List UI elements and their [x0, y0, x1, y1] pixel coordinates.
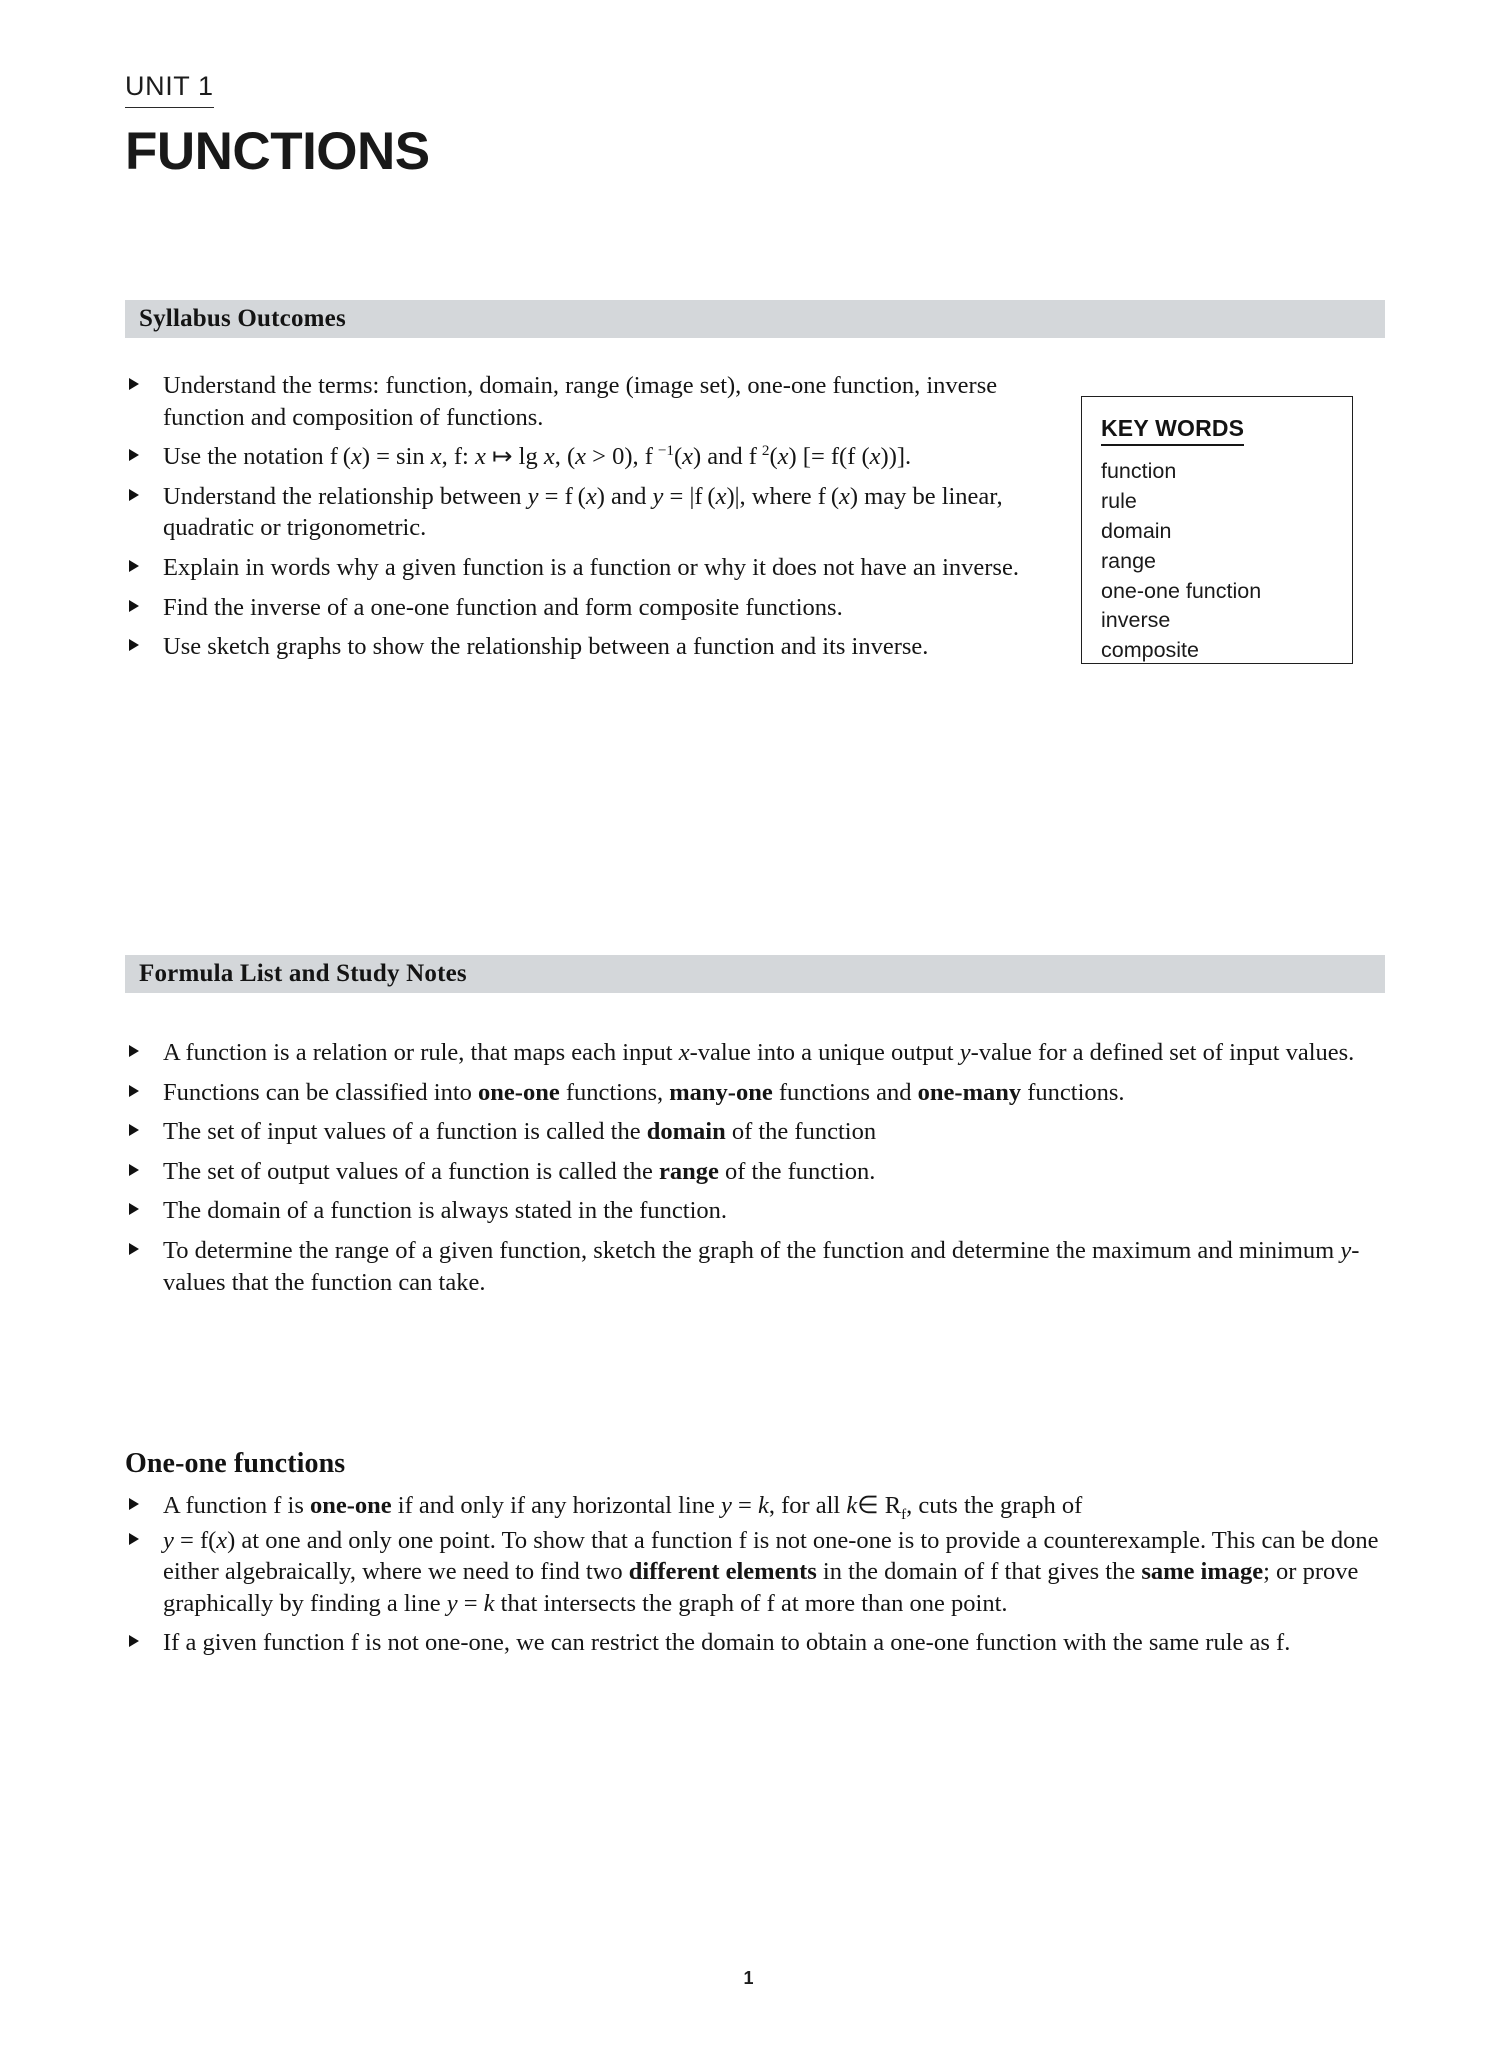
list-item [125, 1077, 1390, 1109]
key-word-item: domain [1101, 518, 1172, 543]
formula-bullet-3-text: The set of input values of a function is called the domain of the function [163, 1118, 877, 1146]
triangle-bullet-icon [125, 1156, 163, 1181]
triangle-bullet-icon [125, 1195, 163, 1220]
list-item [125, 1235, 1390, 1298]
list-item [125, 552, 1075, 584]
key-word-item: one-one function [1101, 578, 1262, 603]
page-number: 1 [743, 1968, 754, 1988]
formula-notes-list [125, 1037, 1390, 1306]
one-one-bullet-1-text: A function f is one-one if and only if any horizontal line y = k, for all k∈ $R_f$, cuts the graph of [163, 1492, 1083, 1523]
list-item [125, 441, 1075, 473]
formula-bullet-5-text: The domain of a function is always stated in the function. [163, 1197, 728, 1225]
list-item [125, 1490, 1390, 1522]
key-word-item: range [1101, 548, 1156, 573]
list-item [125, 370, 1075, 433]
syllabus-outcomes-list [125, 370, 1075, 671]
syllabus-bullet-4-text: Explain in words why a given function is a function or why it does not have an inverse. [163, 553, 1019, 581]
section-bar-formula-list [125, 955, 1385, 993]
syllabus-bullet-5-text: Find the inverse of a one-one function and form composite functions. [163, 593, 843, 621]
key-word-item: inverse [1101, 608, 1171, 633]
key-words-title: KEY WORDS [1101, 415, 1244, 446]
unit-label: UNIT 1 [125, 72, 214, 108]
key-word-item: function [1101, 459, 1177, 483]
triangle-bullet-icon [125, 481, 163, 506]
list-item [125, 631, 1075, 663]
triangle-bullet-icon [125, 370, 163, 395]
one-one-functions-list [125, 1490, 1390, 1667]
list-item [125, 1627, 1390, 1659]
list-item [125, 1195, 1390, 1227]
triangle-bullet-icon [125, 1235, 163, 1260]
section-title-syllabus-outcomes: Syllabus Outcomes [139, 305, 346, 332]
triangle-bullet-icon [125, 441, 163, 466]
list-item [125, 592, 1075, 624]
one-one-bullet-2-text: y = f(x) at one and only one point. To show that a function f is not one-one is to provide a counterexample. This can be done either algebraically, where we need to find two different elements in the domain of f that gives the same image; or prove graphically by finding a line y = k that intersects the graph of f at more than one point. [163, 1526, 1379, 1617]
page-header [125, 72, 430, 179]
formula-bullet-6-text: To determine the range of a given function, sketch the graph of the function and determine the maximum and minimum y-values that the function can take. [163, 1236, 1360, 1296]
triangle-bullet-icon [125, 631, 163, 656]
syllabus-bullet-1-text: Understand the terms: function, domain, range (image set), one-one function, inverse function and composition of functions. [163, 372, 998, 431]
list-item [125, 1156, 1390, 1188]
triangle-bullet-icon [125, 1037, 163, 1062]
triangle-bullet-icon [125, 1077, 163, 1102]
list-item [125, 1037, 1390, 1069]
list-item [125, 481, 1075, 544]
triangle-bullet-icon [125, 1490, 163, 1515]
key-word-item: rule [1101, 488, 1137, 513]
triangle-bullet-icon [125, 1116, 163, 1141]
section-title-formula-list: Formula List and Study Notes [139, 960, 467, 987]
list-item [125, 1116, 1390, 1148]
section-bar-syllabus-outcomes [125, 300, 1385, 338]
formula-bullet-1-text: A function is a relation or rule, that maps each input x-value into a unique output y-value for a defined set of input values. [163, 1039, 1355, 1066]
one-one-bullet-3-text: If a given function f is not one-one, we can restrict the domain to obtain a one-one function with the same rule as f. [163, 1629, 1291, 1657]
key-word-item: composite [1101, 638, 1199, 663]
syllabus-bullet-2-text: Use the notation f (x) = sin x, f: x ↦ lg x, (x > 0), f $^{-1}$(x) and f $^2$(x) [= f(f (x))]. [163, 442, 912, 471]
triangle-bullet-icon [125, 1525, 163, 1550]
formula-bullet-2-text: Functions can be classified into one-one functions, many-one functions and one-many functions. [163, 1078, 1125, 1106]
formula-bullet-4-text: The set of output values of a function is called the range of the function. [163, 1157, 876, 1185]
page-title: FUNCTIONS [125, 121, 430, 181]
triangle-bullet-icon [125, 552, 163, 577]
syllabus-bullet-3-text: Understand the relationship between y = f (x) and y = |f (x)|, where f (x) may be linear, quadratic or trigonometric. [163, 482, 1003, 542]
list-item [125, 1525, 1390, 1620]
syllabus-bullet-6-text: Use sketch graphs to show the relationship between a function and its inverse. [163, 633, 929, 661]
triangle-bullet-icon [125, 1627, 163, 1652]
key-words-box [1081, 396, 1353, 664]
triangle-bullet-icon [125, 592, 163, 617]
subheading-one-one-functions: One-one functions [125, 1448, 346, 1479]
